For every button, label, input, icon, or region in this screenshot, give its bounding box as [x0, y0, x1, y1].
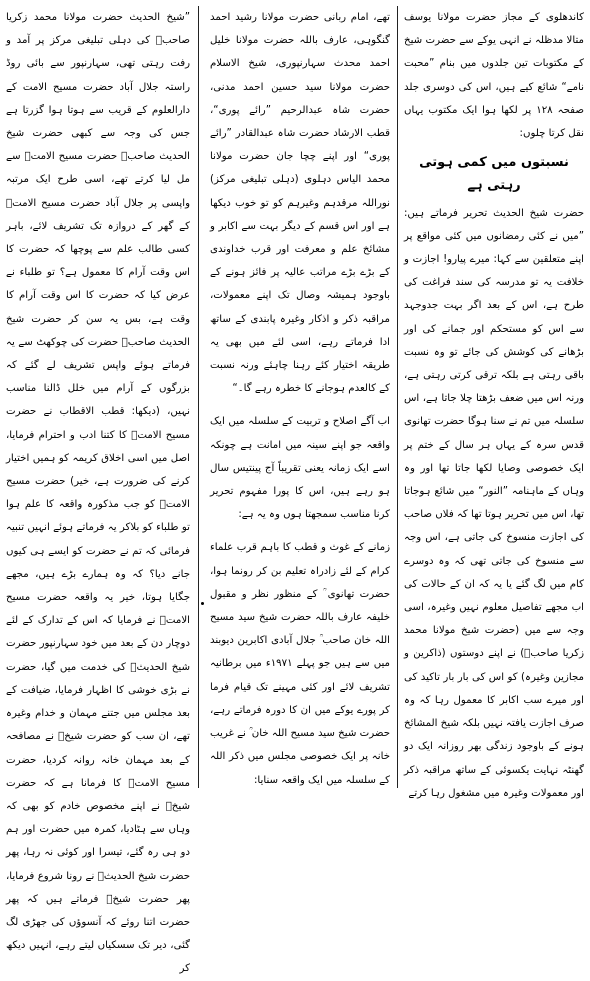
section-heading: نسبتوں میں کمی ہوتی رہتی ہے	[419, 155, 569, 194]
masihullah-paragraph: زمانے کے غوث و قطب کا باہم قرب علماء کرام کے لئے زادراہ تعلیم بن کر رونما ہوا، حضرت تھانوی ؒ کے منظور نظر و مقبول خلیفہ عارف باللہ حضرت شیخ سید مسیح اللہ خان صاحب ؒ جلال آبادی اکابرین دیوبند میں سے ہیں جو پہلے ۱۹۷۱ء میں برطانیہ تشریف لائے اور کئی مہینے تک قیام فرما کر پورے یوکے میں ان کا دورہ فرماتے رہے، حضرت شیخ سید مسیح اللہ خان ؒ نے غریب خانہ پر ایک خصوصی مجلس میں ذکر اللہ کے سلسلہ میں ایک واقعہ سنایا:	[210, 542, 390, 786]
column-middle	[210, 6, 390, 790]
incident-intro-paragraph: اب آگے اصلاح و تربیت کے سلسلہ میں ایک واقعہ جو اپنے سینہ میں امانت ہے چونکہ اسے ایک زمانہ یعنی تقریباً آج پینتیس سال ہو رہے ہیں، اس کا پورا مفہوم تحریر کرنا مناسب سمجھتا ہوں وہ یہ ہے:	[210, 416, 390, 521]
elders-paragraph: تھے، امام ربانی حضرت مولانا رشید احمد گنگوہی، عارف باللہ حضرت مولانا خلیل احمد محدث سہارنپوری، شیخ الاسلام حضرت مولانا سید حسین احمد مدنی، حضرت شاہ عبدالرحیم ”رائے پوری“، قطب الارشاد حضرت شاہ عبدالقادر ”رائے پوری“ اور اپنے چچا جان حضرت مولانا محمد الیاس دہلوی (دہلی تبلیغی مرکز) نوراللہ مرقدہم وغیرہم کو تو خوب دیکھا ہے اور اس قسم کے دیگر بہت سے اکابر و مشائخ علم و معرفت اور قرب خداوندی کے بڑے بڑے مراتب عالیہ پر فائز ہونے کے باوجود ہمیشہ وصال تک اپنے معمولات، مراقبہ ذکر و اذکار وغیرہ پابندی کے ساتھ ادا فرماتے رہے، اسی لئے میں بھی یہ طریقہ اختیار کئے رہنا چاہئے ورنہ نسبت کے کالعدم ہوجانے کا خطرہ رہے گا۔“	[210, 12, 390, 395]
column-divider-left	[198, 6, 199, 788]
intro-paragraph: کاندھلوی کے مجاز حضرت مولانا یوسف متالا مدظلہ نے انہی یوکے سے حضرت شیخ کے مکتوبات تین جلدوں میں بنام ”محبت نامے“ شائع کیے ہیں، اس کی دوسری جلد صفحہ ۱۲۸ پر لکھا ہوا ایک مکتوب یہاں نقل کرتا چلوں:	[404, 12, 584, 140]
incident-narrative-paragraph: ”شیخ الحدیث حضرت مولانا محمد زکریا صاحبؒ کی دہلی تبلیغی مرکز پر آمد و رفت رہتی تھی، سہارنپور سے بائی روڈ راستہ جلال آباد حضرت مسیح الامت کے دارالعلوم کے قریب سے ہوتا ہوا گزرتا ہے جس کی وجہ سے کبھی حضرت شیخ الحدیث صاحبؒ حضرت مسیح الامتؒ سے مل لیا کرتے تھے، اسی طرح ایک مرتبہ واپسی پر جلال آباد حضرت مسیح الامتؒ کے گھر کے دروازہ تک تشریف لائے، باہر کسی طالب علم سے پوچھا کہ حضرت کا اس وقت آرام کا معمول ہے؟ تو طلباء نے عرض کیا کہ حضرت کا اس وقت آرام کا وقت ہے، بس یہ سن کر حضرت شیخ الحدیث صاحبؒ حضرت کی چوکھٹ سے یہ فرماتے ہوئے واپس تشریف لے گئے کہ بزرگوں کے آرام میں خلل ڈالنا مناسب نہیں، (دیکھا: قطب الاقطاب نے حضرت مسیح الامتؒ کا کتنا ادب و احترام فرمایا، اصل میں اسی اخلاق کریمہ کو ہمیں اختیار کرنے کی ضرورت ہے، خیر) حضرت مسیح الامتؒ کو جب مذکورہ واقعہ کا علم ہوا تو طلباء کو بلاکر یہ فرماتے ہوئے انہیں تنبیہ فرمائی کہ تم نے حضرت کو ایسے ہی کیوں جانے دیا؟ کہ وہ ہمارے بڑے ہیں، مجھے جگایا ہوتا، خیر یہ واقعہ حضرت مسیح الامتؒ نے فرمایا کہ اس کے تدارک کے لئے دوچار دن کے بعد میں خود سہارنپور حضرت شیخ الحدیثؒ کی خدمت میں گیا، حضرت نے بڑی خوشی کا اظہار فرمایا، ضیافت کے بعد مجلس میں جتنے مہمان و خدام وغیرہ تھے، ان سب کو حضرت شیخؒ نے مصافحہ کے بعد مہمان خانہ روانہ کردیا، حضرت مسیح الامتؒ کا فرمانا ہے کہ حضرت شیخؒ نے اپنے مخصوص خادم کو بھی کہ وہاں سے ہٹادیا، کمرہ میں حضرت اور ہم دو ہی رہ گئے، تیسرا اور کوئی نہ رہا، پھر حضرت شیخ الحدیثؒ نے رونا شروع فرمایا، پھر حضرت شیخؒ فرماتے ہیں کہ پھر حضرت اتنا روئے کہ آنسوؤں کی جھڑی لگ گئی، دیر تک سسکیاں لیتے رہے، انہیں دیکھ کر	[6, 12, 190, 975]
letter-quote-paragraph: حضرت شیخ الحدیث تحریر فرماتے ہیں: ”میں نے کئی رمضانوں میں کئی مواقع پر اپنے متعلقین سے کہا: میرے پیارو! اجازت و خلافت یہ تو مدرسہ کی سند فراغت کی طرح ہے، اس کے بعد اگر بہت جدوجہد سے اس کو مستحکم اور جمانے کی اور بڑھانے کی کوشش کی جائے تو وہ نسبت باقی رہتی ہے بلکہ ترقی کرتی رہتی ہے، ورنہ اس میں ضعف بڑھتا چلا جاتا ہے، اس سلسلہ میں تم نے سنا ہوگا حضرت تھانوی قدس سرہ کے یہاں ہر سال کے ختم پر ایک خصوصی وصایا لکھا جاتا تھا اور وہ وہاں کے ماہنامہ ”النور“ میں شائع ہوجاتا تھا، اس میں تحریر ہوتا تھا کہ فلاں صاحب کی اجازت منسوخ کی جاتی ہے، اس وجہ سے منسوخ کی جاتی تھی کہ وہ دوسرے کام میں لگ گئے یا یہ کہ ان کے حالات کی اب مجھے تفاصیل معلوم نہیں وغیرہ، اسی وجہ سے میں (حضرت شیخ مولانا محمد زکریا صاحبؒ) نے اپنے دوستوں (ذاکرین و مجازین وغیرہ) کو اس کی بار بار تاکید کی اور میرے سب اکابر کا معمول رہا کہ وہ صرف اجازت یافتہ نہیں بلکہ شیخ المشائخ ہونے کے باوجود زندگی بھر روزانہ ایک دو گھنٹہ نہایت یکسوئی کے ساتھ مراقبہ ذکر اور معمولات وغیرہ میں مشغول رہا کرتے	[404, 207, 584, 799]
column-right	[404, 6, 584, 799]
column-divider-right	[397, 6, 398, 788]
stray-dot-mark	[201, 602, 204, 605]
column-left	[6, 6, 190, 975]
